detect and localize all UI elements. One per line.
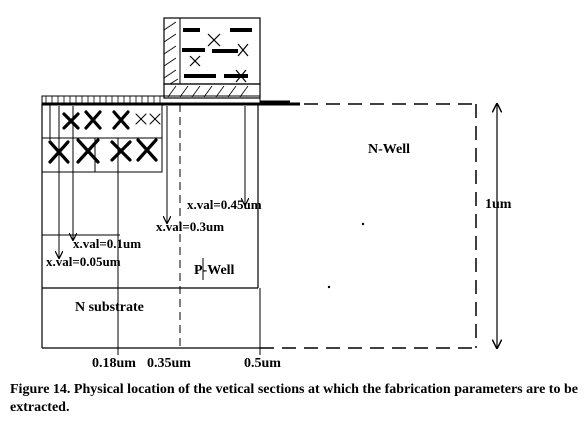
implant-marks <box>50 112 160 162</box>
x-axis-label-0.18um: 0.18um <box>92 356 136 371</box>
section-label-0.1um: x.val=0.1um <box>73 236 142 251</box>
figure-caption: Figure 14. Physical location of the vetical sections at which the fabrication parameters are to be extracted. <box>10 382 578 415</box>
section-label-0.3um: x.val=0.3um <box>156 219 225 234</box>
p-well-label: P-Well <box>194 263 235 278</box>
x-axis-label-0.35um: 0.35um <box>147 356 191 371</box>
dot-mark <box>362 223 364 225</box>
dot-mark <box>328 286 330 288</box>
n-well-label: N-Well <box>368 142 410 157</box>
x-axis-label-0.5um: 0.5um <box>244 356 281 371</box>
section-label-0.45um: x.val=0.45um <box>187 197 262 212</box>
n-substrate-label: N substrate <box>75 300 144 315</box>
depth-label: 1um <box>485 197 512 212</box>
surface-oxide <box>42 96 300 104</box>
n-well-boundary <box>260 104 476 348</box>
gate-stack <box>164 18 260 98</box>
section-label-0.05um: x.val=0.05um <box>46 254 121 269</box>
